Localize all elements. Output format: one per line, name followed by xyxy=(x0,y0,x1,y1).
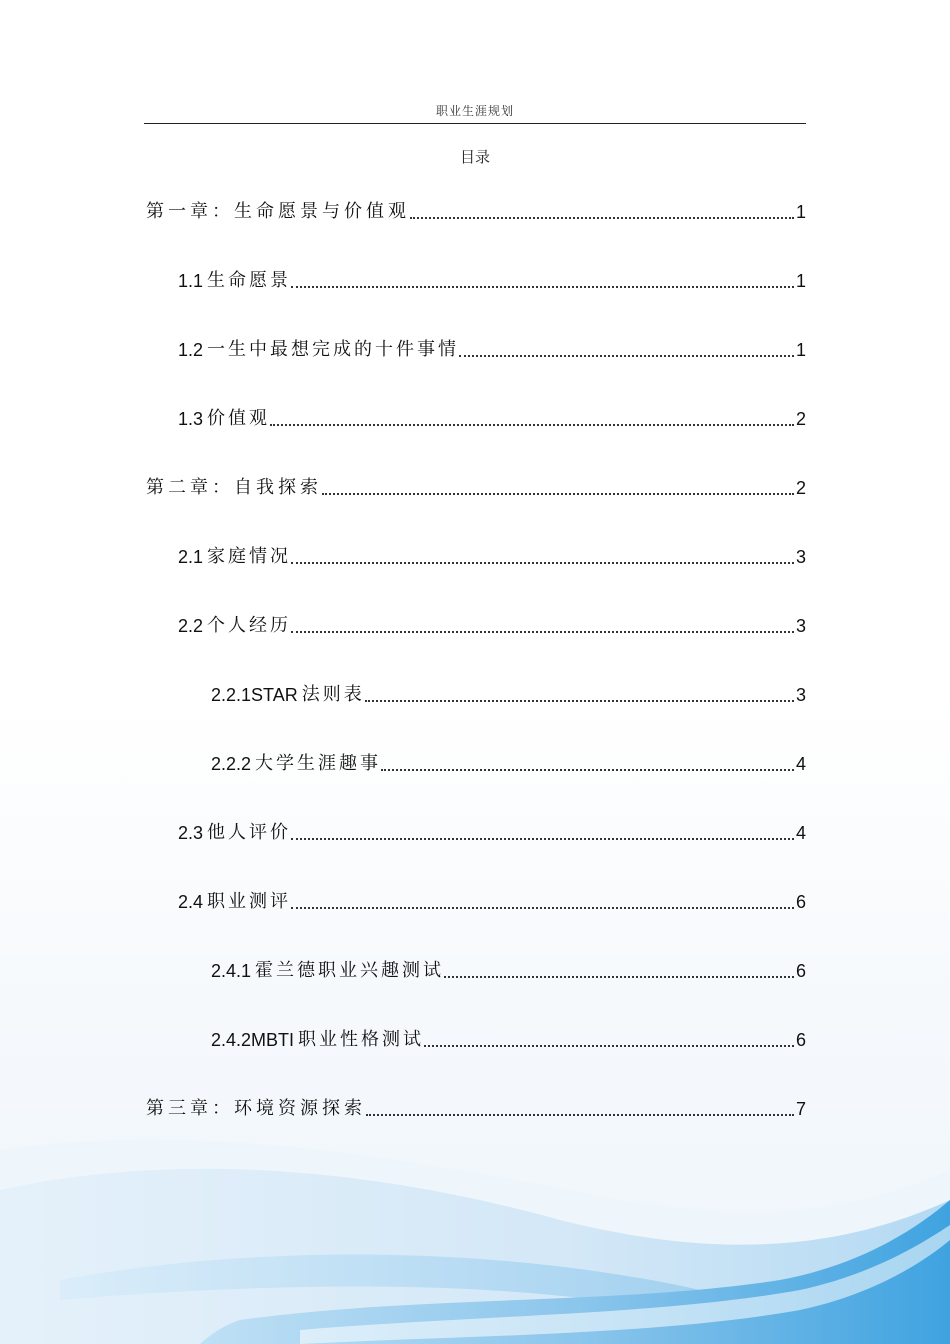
toc-entry-number: 2.2.1STAR xyxy=(211,685,298,705)
toc-entry[interactable] xyxy=(211,682,806,708)
toc-page-number: 3 xyxy=(795,616,806,636)
toc-entry-text: 一生中最想完成的十件事情 xyxy=(207,339,460,360)
toc-entry[interactable] xyxy=(178,337,806,363)
toc-entry-number: 2.4 xyxy=(178,892,204,912)
toc-leader xyxy=(291,631,794,633)
header-rule xyxy=(144,123,806,124)
toc-entry-number: 1.3 xyxy=(178,409,204,429)
running-header: 职业生涯规划 xyxy=(435,104,514,118)
toc-leader xyxy=(291,907,794,909)
toc-entry[interactable] xyxy=(146,475,806,501)
toc-entry-text: 第一章：生命愿景与价值观 xyxy=(146,201,410,222)
toc-entry-text: 第三章：环境资源探索 xyxy=(146,1098,366,1119)
toc-entry[interactable] xyxy=(211,1027,806,1053)
toc-entry[interactable] xyxy=(178,268,806,294)
toc-entry[interactable] xyxy=(178,406,806,432)
toc-entry-text: 职业测评 xyxy=(207,891,292,912)
toc-leader xyxy=(444,976,794,978)
toc-entry-number: 2.1 xyxy=(178,547,204,567)
toc-entry-number: 1.2 xyxy=(178,340,204,360)
toc-entry-number: 1.1 xyxy=(178,271,204,291)
toc-leader xyxy=(270,424,794,426)
toc-entry[interactable] xyxy=(146,1096,806,1122)
toc-leader xyxy=(322,493,794,495)
toc-entry[interactable] xyxy=(178,544,806,570)
toc-page-number: 1 xyxy=(795,202,806,222)
toc-entry-number: 2.2 xyxy=(178,616,204,636)
toc-entry-text: 法则表 xyxy=(301,684,365,705)
toc-entry-text: 大学生涯趣事 xyxy=(255,753,382,774)
toc-heading: 目录 xyxy=(459,148,490,166)
toc-leader xyxy=(291,286,794,288)
toc-entry-text: 价值观 xyxy=(207,408,271,429)
toc-entry-text: 生命愿景 xyxy=(207,270,292,291)
toc-leader xyxy=(459,355,794,357)
toc-leader xyxy=(424,1045,794,1047)
toc-entry[interactable] xyxy=(146,199,806,225)
toc-entry-number: 2.2.2 xyxy=(211,754,252,774)
toc-page-number: 2 xyxy=(795,409,806,429)
toc-entry[interactable] xyxy=(211,958,806,984)
toc-page-number: 3 xyxy=(795,685,806,705)
toc-page-number: 6 xyxy=(795,1030,806,1050)
toc-entry-text: 个人经历 xyxy=(207,615,292,636)
toc-page-number: 6 xyxy=(795,961,806,981)
decorative-wave xyxy=(0,1130,950,1344)
toc-entry-text: 第二章：自我探索 xyxy=(146,477,322,498)
toc-page-number: 4 xyxy=(795,754,806,774)
toc-leader xyxy=(365,700,794,702)
toc-entry-number: 2.4.1 xyxy=(211,961,252,981)
toc-entry-number: 2.3 xyxy=(178,823,204,843)
toc-page-number: 3 xyxy=(795,547,806,567)
toc-entry-number: 2.4.2MBTI xyxy=(211,1030,295,1050)
toc-entry[interactable] xyxy=(178,889,806,915)
toc-page-number: 6 xyxy=(795,892,806,912)
toc-page-number: 1 xyxy=(795,271,806,291)
toc-entry-text: 职业性格测试 xyxy=(298,1029,425,1050)
toc-entry-text: 霍兰德职业兴趣测试 xyxy=(255,960,445,981)
toc-leader xyxy=(366,1114,794,1116)
toc-entry[interactable] xyxy=(178,613,806,639)
toc-leader xyxy=(381,769,794,771)
toc-leader xyxy=(410,217,794,219)
toc-entry-text: 他人评价 xyxy=(207,822,292,843)
toc-page-number: 1 xyxy=(795,340,806,360)
toc-leader xyxy=(291,838,794,840)
toc-entry[interactable] xyxy=(211,751,806,777)
toc-page-number: 7 xyxy=(795,1099,806,1119)
toc-page-number: 4 xyxy=(795,823,806,843)
toc-leader xyxy=(291,562,794,564)
toc-entry-text: 家庭情况 xyxy=(207,546,292,567)
toc-entry[interactable] xyxy=(178,820,806,846)
toc-page-number: 2 xyxy=(795,478,806,498)
